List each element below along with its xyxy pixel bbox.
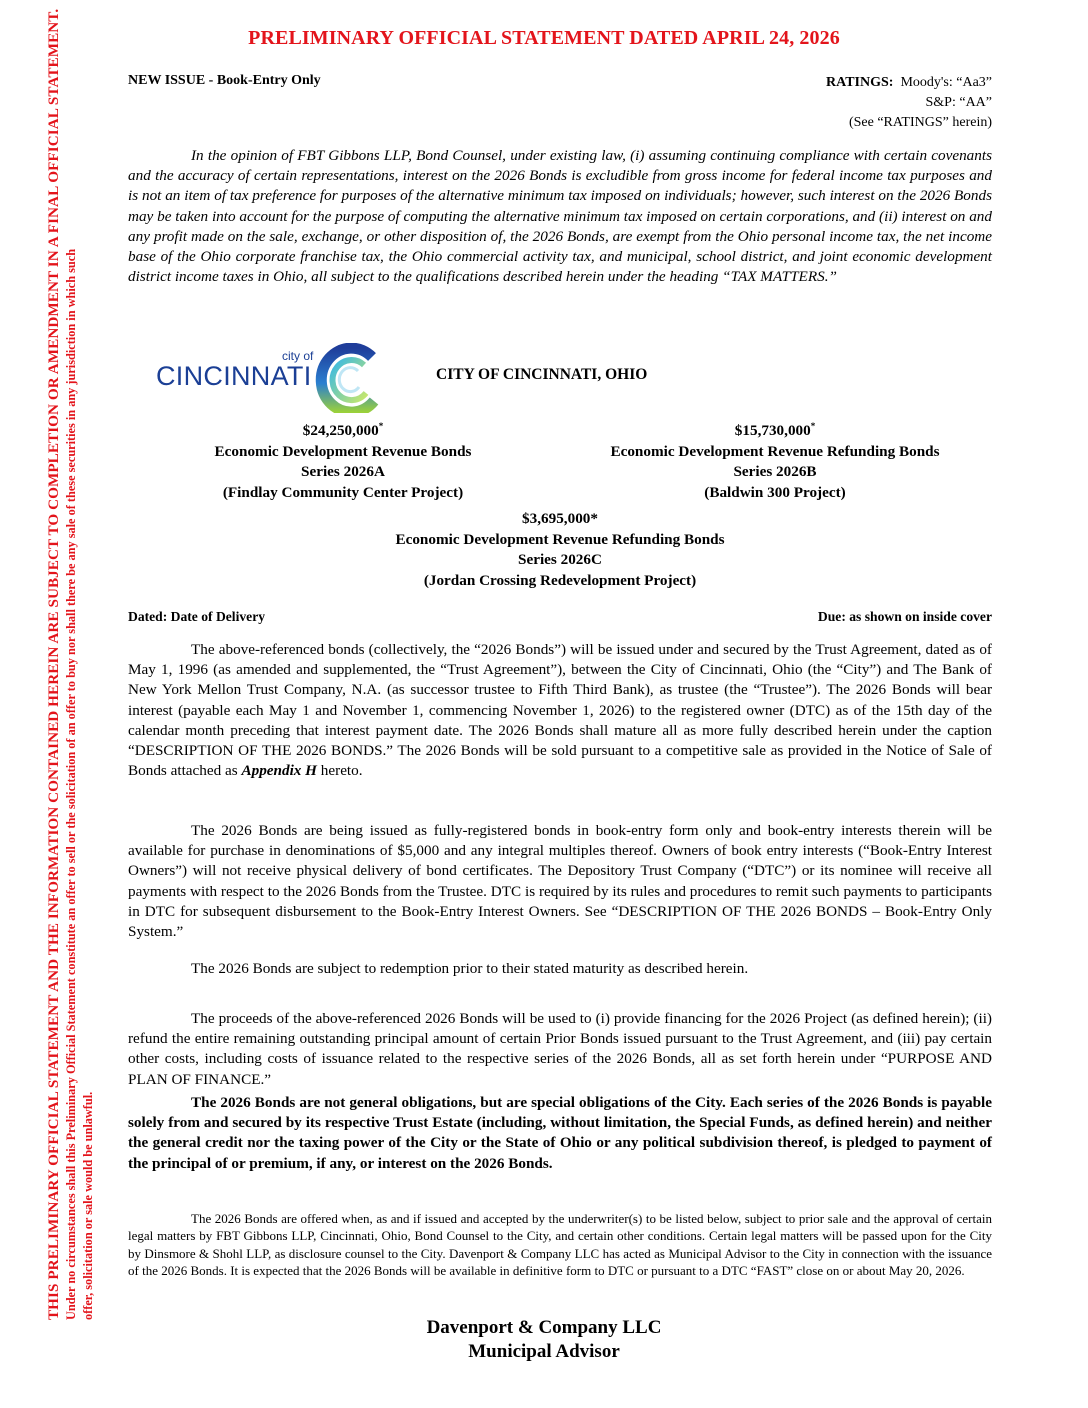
preliminary-mark: * [378, 421, 384, 431]
ratings-label: RATINGS: [826, 75, 894, 90]
city-of-cincinnati-logo [156, 343, 378, 413]
due-date: Due: as shown on inside cover [817, 609, 992, 624]
series-type: Economic Development Revenue Refunding Bonds [395, 530, 725, 548]
appendix-reference: Appendix H [241, 762, 317, 780]
series-name: Series 2026B [733, 463, 817, 480]
dated-date: Dated: Date of Delivery [128, 609, 266, 624]
book-entry-paragraph: The 2026 Bonds are being issued as fully-registered bonds in book-entry form only and book-entry interests therein will be available for purchase in denominations of $5,000 and any integral multiples thereof. Owners of book entry interests (“Book-Entry Interest Owners”) will not receive physical delivery of bond certificates. The Depository Trust Company (“DTC”) or its nominee will receive all payments with respect to the 2026 Bonds from the Trustee. DTC is required by its rules and procedures to remit such payments to participants in DTC for subsequent disbursement to the Book-Entry Interest Owners. See “DESCRIPTION OF THE 2026 BONDS – Book-Entry Only System.” [128, 822, 992, 941]
ratings-note: (See “RATINGS” herein) [848, 115, 992, 130]
series-name: Series 2026C [518, 551, 602, 568]
offering-terms-paragraph: The 2026 Bonds are offered when, as and if issued and accepted by the underwriter(s) to be listed below, subject to prior sale and the approval of certain legal matters by FBT Gibbons LLP, Cincinnati, Ohio, Bond Counsel to the City, and certain other conditions. Certain legal matters will be passed upon for the City by Dinsmore & Shohl LLP, as disclosure counsel to the City. Davenport & Company LLC has acted as Municipal Advisor to the City in connection with the issuance of the 2026 Bonds. It is expected that the 2026 Bonds will be available in definitive form to DTC or pursuant to a DTC “FAST” close on or about May 20, 2026. [128, 1211, 992, 1279]
series-2026a [128, 421, 558, 503]
ratings-block [826, 73, 992, 133]
bonds-description-paragraph [128, 640, 992, 781]
logo-city-of-text: city of [282, 349, 314, 363]
logo-name-text: CINCINNATI [156, 361, 312, 391]
series-project: (Jordan Crossing Redevelopment Project) [423, 571, 697, 589]
municipal-advisor-block [0, 1316, 1088, 1364]
advisor-role: Municipal Advisor [468, 1341, 620, 1362]
side-disclaimer [44, 8, 97, 1320]
issuer-name: CITY OF CINCINNATI, OHIO [436, 366, 648, 383]
series-project: (Baldwin 300 Project) [704, 483, 846, 501]
proceeds-paragraph: The proceeds of the above-referenced 2026 Bonds will be used to (i) provide financing for the 2026 Project (as defined herein); (ii) refund the entire remaining outstanding principal amount of certain Prior Bonds issued pursuant to the Trust Agreement, and (iii) pay certain other costs, including costs of issuance related to the respective series of the 2026 Bonds, all as set forth herein under “PURPOSE AND PLAN OF FINANCE.” [128, 1010, 992, 1088]
series-2026b [558, 421, 992, 503]
series-amount: $3,695,000* [522, 510, 598, 527]
issue-ratings-row [128, 73, 992, 133]
dated-due-row [128, 609, 992, 625]
logo-c-mark-icon [314, 343, 380, 413]
advisor-name: Davenport & Company LLC [426, 1317, 662, 1338]
special-obligations-paragraph: The 2026 Bonds are not general obligations, but are special obligations of the City. Each series of the 2026 Bonds is payable solely from and secured by its respective Trust Estate (including, without limitation, the Special Funds, as defined herein) and neither the general credit nor the taxing power of the City or the State of Ohio or any political subdivision thereof, is pledged to payment of the principal of or premium, if any, or interest on the 2026 Bonds. [128, 1094, 992, 1172]
redemption-paragraph: The 2026 Bonds are subject to redemption prior to their stated maturity as described herein. [191, 960, 749, 977]
series-type: Economic Development Revenue Refunding Bonds [610, 442, 940, 460]
series-amount: $15,730,000 [734, 422, 811, 439]
issue-type: NEW ISSUE - Book-Entry Only [128, 73, 321, 88]
paragraph-text: The above-referenced bonds (collectively, the “2026 Bonds”) will be issued under and secured by the Trust Agreement, dated as of May 1, 1996 (as amended and supplemented, the “Trust Agreement”), between the City of Cincinnati, Ohio (the “City”) and The Bank of New York Mellon Trust Company, N.A. (as successor trustee to Fifth Third Bank), as trustee (the “Trustee”). The 2026 Bonds will bear interest (payable each May 1 and November 1, commencing November 1, 2026) to the registered owner (DTC) as of the 15th day of the calendar month preceding that interest payment date. The 2026 Bonds shall mature all as more fully described herein under the caption “DESCRIPTION OF THE 2026 BONDS.” The 2026 Bonds will be sold pursuant to a competitive sale as provided in the Notice of Sale of Bonds attached as [128, 641, 992, 780]
side-disclaimer-text-end: offer, solicitation or sale would be unlawful. [81, 1091, 95, 1320]
series-amount: $24,250,000 [302, 422, 379, 439]
series-name: Series 2026A [301, 463, 385, 480]
series-type: Economic Development Revenue Bonds [214, 442, 472, 460]
document-title: PRELIMINARY OFFICIAL STATEMENT DATED APRIL 24, 2026 [248, 27, 840, 49]
series-project: (Findlay Community Center Project) [222, 483, 464, 501]
sp-rating: S&P: “AA” [925, 95, 992, 110]
preliminary-mark: * [810, 421, 816, 431]
moodys-rating: Moody's: “Aa3” [900, 75, 992, 90]
issuer-row [128, 338, 992, 414]
side-disclaimer-heading: THIS PRELIMINARY OFFICIAL STATEMENT AND THE INFORMATION CONTAINED HEREIN ARE SUBJECT TO COMPLETION OR AMENDMENT IN A FINAL OFFICIAL STATEMENT. [45, 8, 62, 1320]
series-2026c [128, 509, 992, 591]
paragraph-text-end: hereto. [317, 762, 363, 780]
tax-opinion-paragraph: In the opinion of FBT Gibbons LLP, Bond Counsel, under existing law, (i) assuming continuing compliance with certain covenants and the accuracy of certain representations, interest on the 2026 Bonds is excludible from gross income for federal income tax purposes and is not an item of tax preference for purposes of the alternative minimum tax imposed on individuals; however, such interest on the 2026 Bonds may be taken into account for the purpose of computing the alternative minimum tax imposed on certain corporations, and (ii) interest on and any profit made on the sale, exchange, or other disposition of, the 2026 Bonds, are exempt from the Ohio personal income tax, the net income base of the Ohio corporate franchise tax, the Ohio commercial activity tax, and municipal, school district, and joint economic development district income taxes in Ohio, all subject to the qualifications described herein under the heading “TAX MATTERS.” [128, 147, 992, 286]
side-disclaimer-text: Under no circumstances shall this Preliminary Official Statement constitute an offer to sell or the solicitation of an offer to buy nor shall there be any sale of these securities in any jurisdiction in which such [64, 248, 78, 1320]
